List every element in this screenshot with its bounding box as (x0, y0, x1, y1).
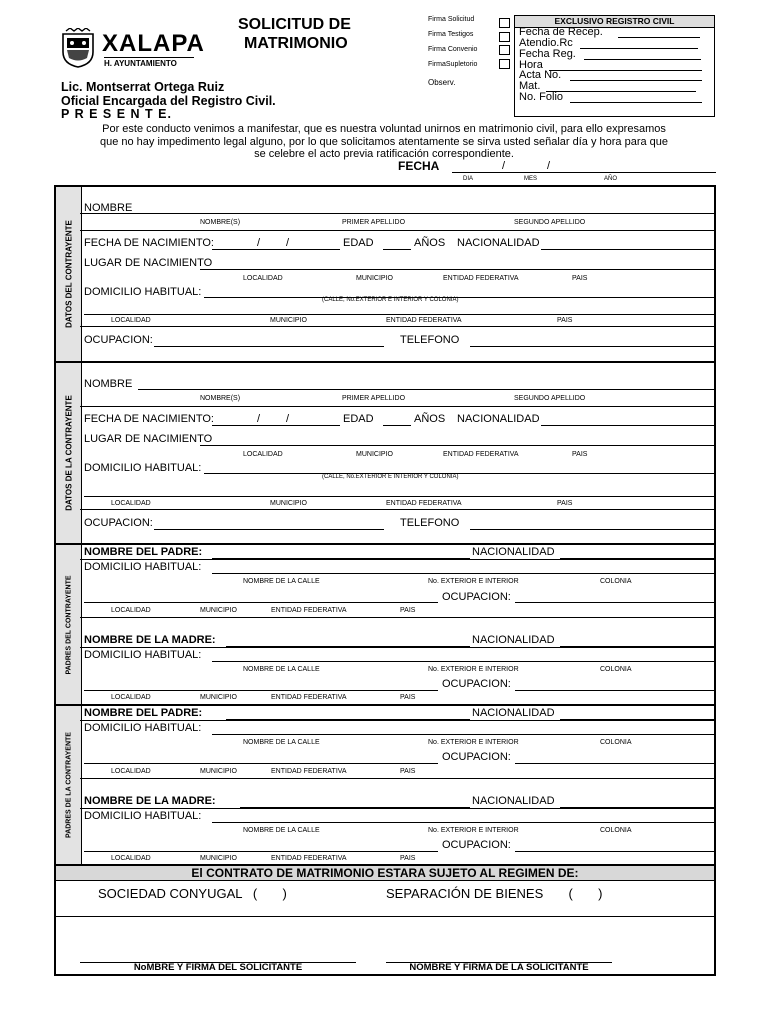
registro-fecha-recep: Fecha de Recep. (519, 26, 603, 38)
firma-supletorio-label: FirmaSupletorio (428, 61, 478, 68)
logo-text: XALAPA (102, 30, 205, 57)
datos-contrayente-section (54, 185, 716, 363)
c1-lugar-nac-label: LUGAR DE NACIMIENTO (84, 257, 213, 269)
p2-madre-label: NOMBRE DE LA MADRE: (84, 795, 216, 807)
firma-convenio-checkbox[interactable] (499, 45, 510, 55)
c2-nacionalidad-input[interactable] (541, 425, 716, 426)
p1-madre-label: NOMBRE DE LA MADRE: (84, 634, 216, 646)
separacion-bienes-option[interactable]: SEPARACIÓN DE BIENES ( ) (386, 886, 603, 901)
p2-padre-ocupacion-input[interactable] (84, 763, 438, 764)
c1-domicilio-input2[interactable] (84, 314, 716, 315)
p2-padre-domicilio-input[interactable] (212, 734, 716, 735)
registro-mat: Mat. (519, 80, 541, 92)
c2-domicilio-input2[interactable] (84, 496, 716, 497)
c2-nombre-label: NOMBRE (84, 378, 133, 390)
fecha-dia-cap: DIA (463, 176, 474, 182)
c2-edad-input[interactable] (383, 425, 411, 426)
firma-solicitante2-label: NOMBRE Y FIRMA DE LA SOLICITANTE (409, 962, 589, 973)
addressee-name: Lic. Montserrat Ortega Ruiz (61, 80, 225, 94)
c1-domicilio-input[interactable] (204, 297, 716, 298)
side-datos-contrayente: DATOS DEL CONTRAYENTE (64, 220, 73, 328)
c1-telefono-input[interactable] (470, 346, 716, 347)
c2-telefono-label: TELEFONO (400, 517, 460, 529)
fecha-label: FECHA (398, 159, 440, 173)
c2-nacionalidad-label: NACIONALIDAD (457, 413, 540, 425)
p1-padre-label: NOMBRE DEL PADRE: (84, 546, 203, 558)
c1-fecha-nac-input[interactable] (212, 249, 340, 250)
p1-padre-domicilio-input[interactable] (212, 573, 716, 574)
regimen-section (54, 864, 716, 976)
c1-nombre-label: NOMBRE (84, 202, 133, 214)
p2-madre-ocupacion-input2[interactable] (515, 851, 716, 852)
c2-ocupacion-label: OCUPACION: (84, 517, 153, 529)
p2-padre-domicilio-label: DOMICILIO HABITUAL: (84, 722, 202, 734)
fecha-anio-cap: AÑO (604, 176, 618, 182)
c1-nombre-input[interactable] (138, 213, 714, 214)
c1-ocupacion-label: OCUPACION: (84, 334, 153, 346)
p1-madre-domicilio-input[interactable] (212, 661, 716, 662)
c2-fecha-nac-input[interactable] (212, 425, 340, 426)
p1-madre-ocupacion-input2[interactable] (515, 690, 716, 691)
intro-line2: que no hay impedimento legal alguno, por lo que solicitamos atentamente se sirva usted señalar día y hora para que (99, 136, 669, 148)
p1-padre-ocupacion-input[interactable] (84, 602, 438, 603)
c1-domicilio-label: DOMICILIO HABITUAL: (84, 286, 202, 298)
addressee-role: Oficial Encargada del Registro Civil. (61, 94, 276, 108)
c2-nombre-input[interactable] (138, 389, 714, 390)
registro-hora: Hora (519, 59, 543, 71)
firma-solicitud-label: Firma Solicitud (428, 16, 475, 23)
c1-edad-label: EDAD (343, 237, 374, 249)
p1-padre-domicilio-label: DOMICILIO HABITUAL: (84, 561, 202, 573)
p1-madre-domicilio-label: DOMICILIO HABITUAL: (84, 649, 202, 661)
firma-solicitante1-label: NoMBRE Y FIRMA DEL SOLICITANTE (133, 962, 303, 973)
p2-madre-domicilio-input[interactable] (212, 822, 716, 823)
form-title-line2: MATRIMONIO (244, 35, 348, 52)
fecha-input-line[interactable] (452, 172, 716, 173)
intro-line3: se celebre el acto previa ratificación correspondiente. (254, 148, 514, 160)
firma-solicitud-checkbox[interactable] (499, 18, 510, 28)
c1-nacionalidad-input[interactable] (541, 249, 716, 250)
coat-of-arms-icon (60, 28, 96, 68)
p2-padre-ocupacion-input2[interactable] (515, 763, 716, 764)
firma-convenio-label: Firma Convenio (428, 46, 478, 53)
c2-edad-label: EDAD (343, 413, 374, 425)
firma-testigos-checkbox[interactable] (499, 32, 510, 42)
c1-fecha-nac-label: FECHA DE NACIMIENTO: (84, 237, 214, 249)
addressee-presente: P R E S E N T E. (61, 107, 172, 121)
p1-padre-ocupacion-input2[interactable] (515, 602, 716, 603)
c2-ocupacion-input[interactable] (154, 529, 384, 530)
c2-domicilio-label: DOMICILIO HABITUAL: (84, 462, 202, 474)
registro-acta: Acta No. (519, 69, 562, 81)
c2-lugar-nac-input[interactable] (200, 445, 716, 446)
firma-supletorio-checkbox[interactable] (499, 59, 510, 69)
c2-telefono-input[interactable] (470, 529, 716, 530)
side-padres-contrayente: PADRES DEL CONTRAYENTE (65, 574, 72, 675)
c1-edad-input[interactable] (383, 249, 411, 250)
registro-civil-title: EXCLUSIVO REGISTRO CIVIL (515, 16, 714, 28)
side-datos-la-contrayente: DATOS DE LA CONTRAYENTE (64, 395, 73, 511)
p2-padre-label: NOMBRE DEL PADRE: (84, 707, 203, 719)
regimen-title: El CONTRATO DE MATRIMONIO ESTARA SUJETO AL REGIMEN DE: (56, 866, 714, 881)
c2-fecha-nac-label: FECHA DE NACIMIENTO: (84, 413, 214, 425)
form-title-line1: SOLICITUD DE (238, 16, 351, 33)
city-logo (60, 28, 96, 68)
p1-madre-ocupacion-input[interactable] (84, 690, 438, 691)
registro-atendio: Atendio.Rc (519, 37, 573, 49)
observ-label: Observ. (428, 78, 456, 87)
p2-madre-domicilio-label: DOMICILIO HABITUAL: (84, 810, 202, 822)
c1-nacionalidad-label: NACIONALIDAD (457, 237, 540, 249)
fecha-mes-cap: MES (524, 176, 538, 182)
c1-telefono-label: TELEFONO (400, 334, 460, 346)
p2-madre-ocupacion-input[interactable] (84, 851, 438, 852)
side-padres-la-contrayente: PADRES DE LA CONTRAYENTE (65, 732, 72, 838)
intro-line1: Por este conducto venimos a manifestar, que es nuestra voluntad unirnos en matrimonio civil, para ello expresamos (102, 123, 666, 135)
c1-ocupacion-input[interactable] (154, 346, 384, 347)
registro-fecha-reg: Fecha Reg. (519, 48, 576, 60)
c2-lugar-nac-label: LUGAR DE NACIMIENTO (84, 433, 213, 445)
c2-domicilio-input[interactable] (204, 473, 716, 474)
sociedad-conyugal-option[interactable]: SOCIEDAD CONYUGAL ( ) (98, 886, 287, 901)
registro-folio: No. Folio (519, 91, 564, 103)
logo-subtext: H. AYUNTAMIENTO (104, 57, 194, 68)
firma-testigos-label: Firma Testigos (428, 31, 474, 38)
c1-lugar-nac-input[interactable] (200, 269, 716, 270)
